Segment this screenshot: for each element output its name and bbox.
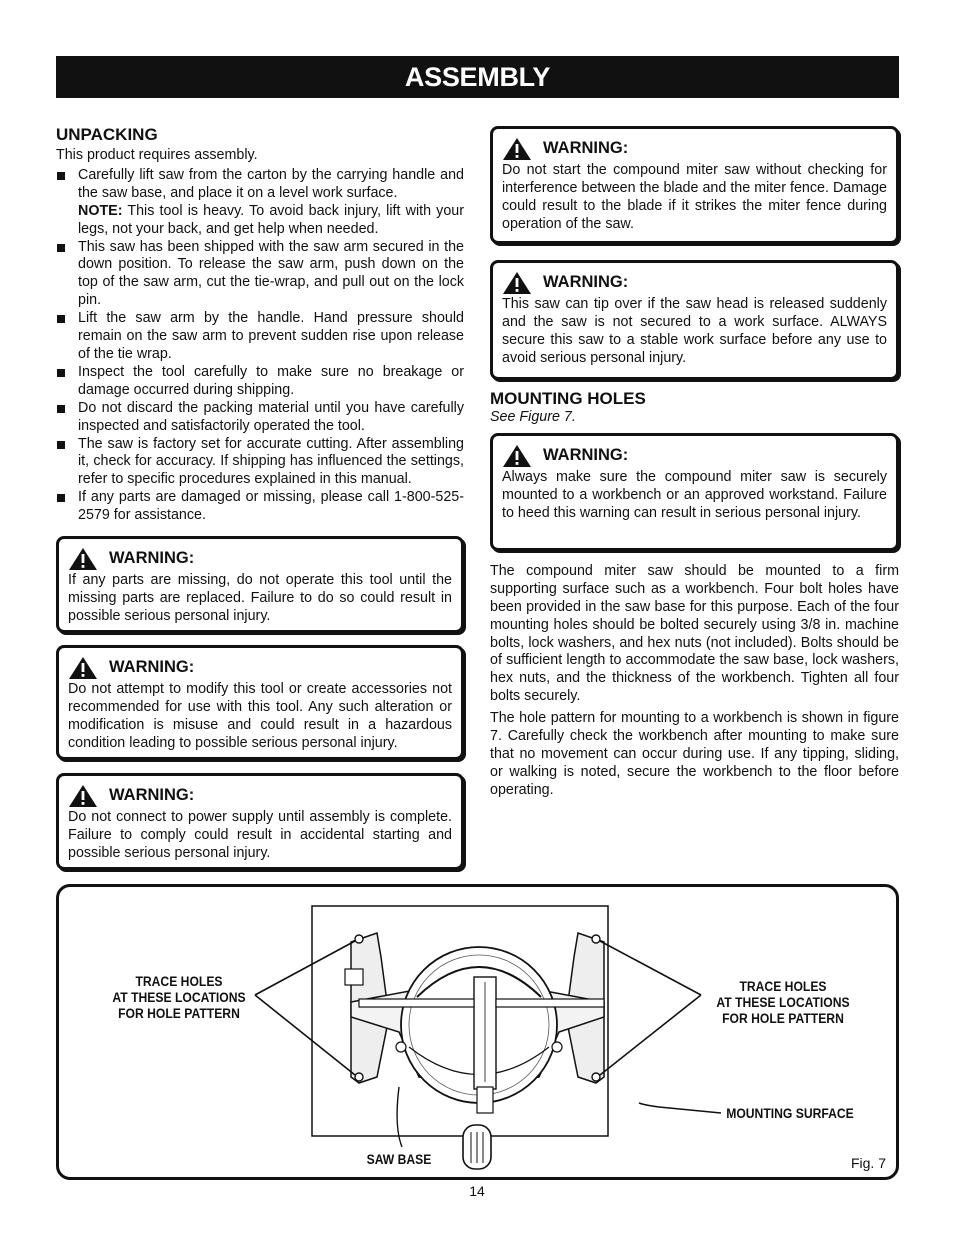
list-item: [56, 167, 464, 239]
note-label: NOTE:: [78, 202, 123, 219]
mounting-paragraph-2: The hole pattern for mounting to a workbench is shown in figure 7. Carefully check the workbench after mounting to make sure that no movement can occur during use. If any tipping, sliding, or walking is noted, secure the workbench to the floor before operating.: [490, 710, 899, 798]
warning-box-mounting: [490, 433, 899, 551]
page-title: ASSEMBLY: [56, 56, 899, 98]
warning-label: WARNING:: [109, 786, 195, 805]
list-item: The saw is factory set for accurate cutting. After assembling it, check for accuracy. If shipping has influenced the settings, refer to specific procedures explained in this manual.: [56, 436, 464, 490]
warning-label: WARNING:: [109, 658, 195, 677]
warning-text: Do not start the compound miter saw without checking for interference between the blade and the miter fence. Damage could result to the blade if it strikes the miter fence during operation of the saw.: [502, 162, 887, 232]
warning-triangle-icon: [502, 444, 532, 468]
callout-right: TRACE HOLES AT THESE LOCATIONS FOR HOLE PATTERN: [716, 979, 850, 1026]
warning-triangle-icon: [68, 547, 98, 571]
warning-text: If any parts are missing, do not operate this tool until the missing parts are replaced. Failure to do so could result in possible serious personal injury.: [68, 572, 452, 624]
warning-box-modify: [56, 645, 464, 760]
figure-label: Fig. 7: [850, 1155, 886, 1171]
mounting-paragraph-1: The compound miter saw should be mounted to a firm supporting surface such as a workbench. Four bolt holes have been provided in the saw base for this purpose. Each of the four mounting holes should be bolted securely using 3/8 in. machine bolts, lock washers, and hex nuts (not included). Bolts should be of sufficient length to accommodate the saw base, lock washers, hex nuts, and the thickness of the workbench. Tighten all four bolts securely.: [490, 562, 899, 705]
warning-text: This saw can tip over if the saw head is released suddenly and the saw is not secured to a work surface. ALWAYS secure this saw to a stable work surface before any use to avoid serious personal injury.: [502, 296, 887, 366]
warning-label: WARNING:: [543, 445, 629, 464]
note-text: This tool is heavy. To avoid back injury, lift with your legs, not your back, and get help when needed.: [78, 202, 464, 237]
page-number: 14: [469, 1183, 485, 1199]
unpacking-intro: This product requires assembly.: [56, 147, 258, 163]
warning-label: WARNING:: [109, 549, 195, 568]
right-column: [490, 126, 899, 804]
list-item: Do not discard the packing material until you have carefully inspected and satisfactorily operated the tool.: [56, 400, 464, 436]
list-item: Inspect the tool carefully to make sure no breakage or damage occurred during shipping.: [56, 364, 464, 400]
mounting-heading: MOUNTING HOLES: [490, 389, 646, 408]
warning-text: Do not connect to power supply until assembly is complete. Failure to comply could result in accidental starting and possible serious personal injury.: [68, 809, 452, 861]
warning-text: Do not attempt to modify this tool or create accessories not recommended for use with this tool. Any such alteration or modification is misuse and could result in a hazardous condition leading to possible serious personal injury.: [68, 681, 452, 751]
warning-box-missing-parts: [56, 536, 464, 633]
list-item: If any parts are damaged or missing, please call 1-800-525-2579 for assistance.: [56, 489, 464, 525]
left-column: [56, 124, 464, 870]
warning-box-tip-over: [490, 260, 899, 380]
unpacking-heading: UNPACKING: [56, 125, 158, 144]
saw-base-illustration: [59, 887, 896, 1177]
list-item: Lift the saw arm by the handle. Hand pressure should remain on the saw arm to prevent sudden rise upon release of the tie wrap.: [56, 310, 464, 364]
see-figure-ref: See Figure 7.: [490, 409, 576, 425]
list-item: This saw has been shipped with the saw arm secured in the down position. To release the saw arm, push down on the top of the saw arm, cut the tie-wrap, and pull out on the lock pin.: [56, 239, 464, 311]
warning-text: Always make sure the compound miter saw is securely mounted to a workbench or an approved workstand. Failure to heed this warning can result in serious personal injury.: [502, 468, 887, 521]
warning-box-interference: [490, 126, 899, 244]
warning-triangle-icon: [502, 271, 532, 295]
warning-triangle-icon: [68, 784, 98, 808]
warning-triangle-icon: [68, 656, 98, 680]
callout-mounting-surface: MOUNTING SURFACE: [726, 1106, 854, 1121]
warning-triangle-icon: [502, 137, 532, 161]
warning-label: WARNING:: [543, 139, 629, 158]
warning-box-power: [56, 773, 464, 870]
figure-7-box: [56, 884, 899, 1180]
warning-label: WARNING:: [543, 273, 629, 292]
unpacking-list: [56, 167, 464, 525]
callout-left: TRACE HOLES AT THESE LOCATIONS FOR HOLE PATTERN: [112, 974, 246, 1021]
bullet-text: Carefully lift saw from the carton by the carrying handle and the saw base, and place it on a level work surface.: [78, 166, 464, 201]
callout-saw-base: SAW BASE: [366, 1152, 432, 1167]
